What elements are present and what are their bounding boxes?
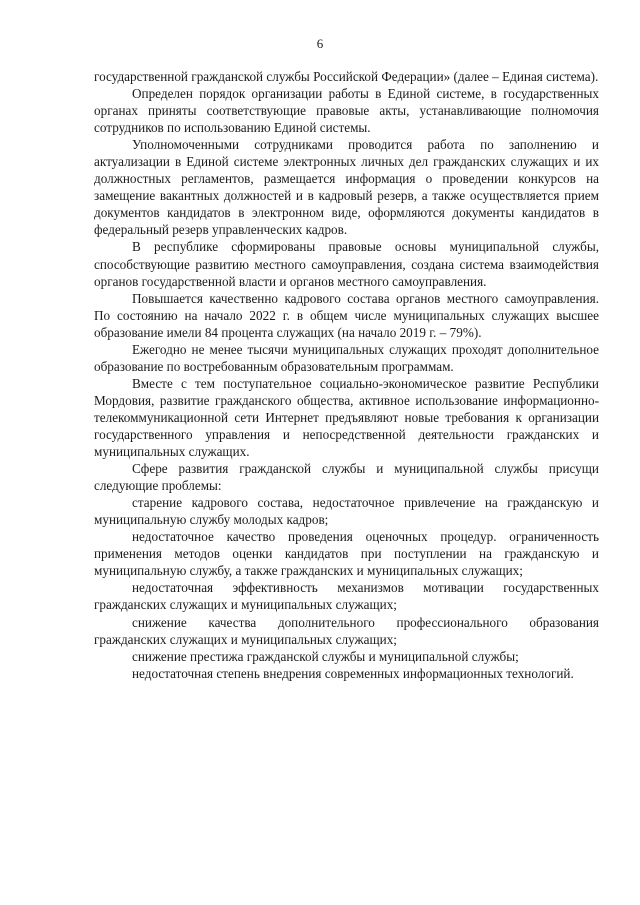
list-item-3: недостаточная эффективность механизмов мотивации государственных гражданских служащих и муниципальных служащих;: [94, 580, 599, 613]
paragraph-6: Ежегодно не менее тысячи муниципальных служащих проходят дополнительное образование по востребованным образовательным программам.: [94, 341, 599, 374]
list-item-4: снижение качества дополнительного профессионального образования гражданских служащих и муниципальных служащих;: [94, 614, 599, 647]
paragraph-7: Вместе с тем поступательное социально-экономическое развитие Республики Мордовия, развитие гражданского общества, активное использование информационно-телекоммуникационной сети Интернет предъявляют новые требования к организации государственного управления и непосредственной деятельности гражданских и муниципальных служащих.: [94, 375, 599, 460]
paragraph-4: В республике сформированы правовые основы муниципальной службы, способствующие развитию местного самоуправления, создана система взаимодействия органов государственной власти и органов местного самоуправления.: [94, 239, 599, 289]
list-item-6: недостаточная степень внедрения современных информационных технологий.: [132, 665, 574, 681]
list-item-1: старение кадрового состава, недостаточное привлечение на гражданскую и муниципальную службу молодых кадров;: [94, 495, 599, 528]
page-number: 6: [316, 36, 324, 51]
paragraph-1: государственной гражданской службы Российской Федерации» (далее – Единая система).: [94, 69, 599, 84]
paragraph-8: Сфере развития гражданской службы и муниципальной службы присущи следующие проблемы:: [94, 461, 599, 494]
list-item-5: снижение престижа гражданской службы и муниципальной службы;: [132, 648, 519, 664]
list-item-2: недостаточное качество проведения оценочных процедур. ограниченность применения методов оценки кандидатов при поступлении на гражданскую и муниципальную службу, а также гражданских и муниципальных служащих;: [94, 529, 599, 579]
paragraph-3: Уполномоченными сотрудниками проводится работа по заполнению и актуализации в Единой системе электронных личных дел гражданских служащих и их должностных регламентов, размещается информация о проведении конкурсов на замещение вакантных должностей и в кадровый резерв, а также осуществляется прием документов кандидатов в электронном виде, оформляются документы кандидатов в федеральный резерв управленческих кадров.: [94, 137, 599, 238]
document-body: [94, 68, 599, 682]
paragraph-2: Определен порядок организации работы в Единой системе, в государственных органах приняты соответствующие правовые акты, устанавливающие полномочия сотрудников по использованию Единой системы.: [94, 86, 599, 136]
paragraph-5: Повышается качественно кадрового состава органов местного самоуправления. По состоянию на начало 2022 г. в общем числе муниципальных служащих высшее образование имели 84 процента служащих (на начало 2019 г. – 79%).: [94, 290, 599, 340]
